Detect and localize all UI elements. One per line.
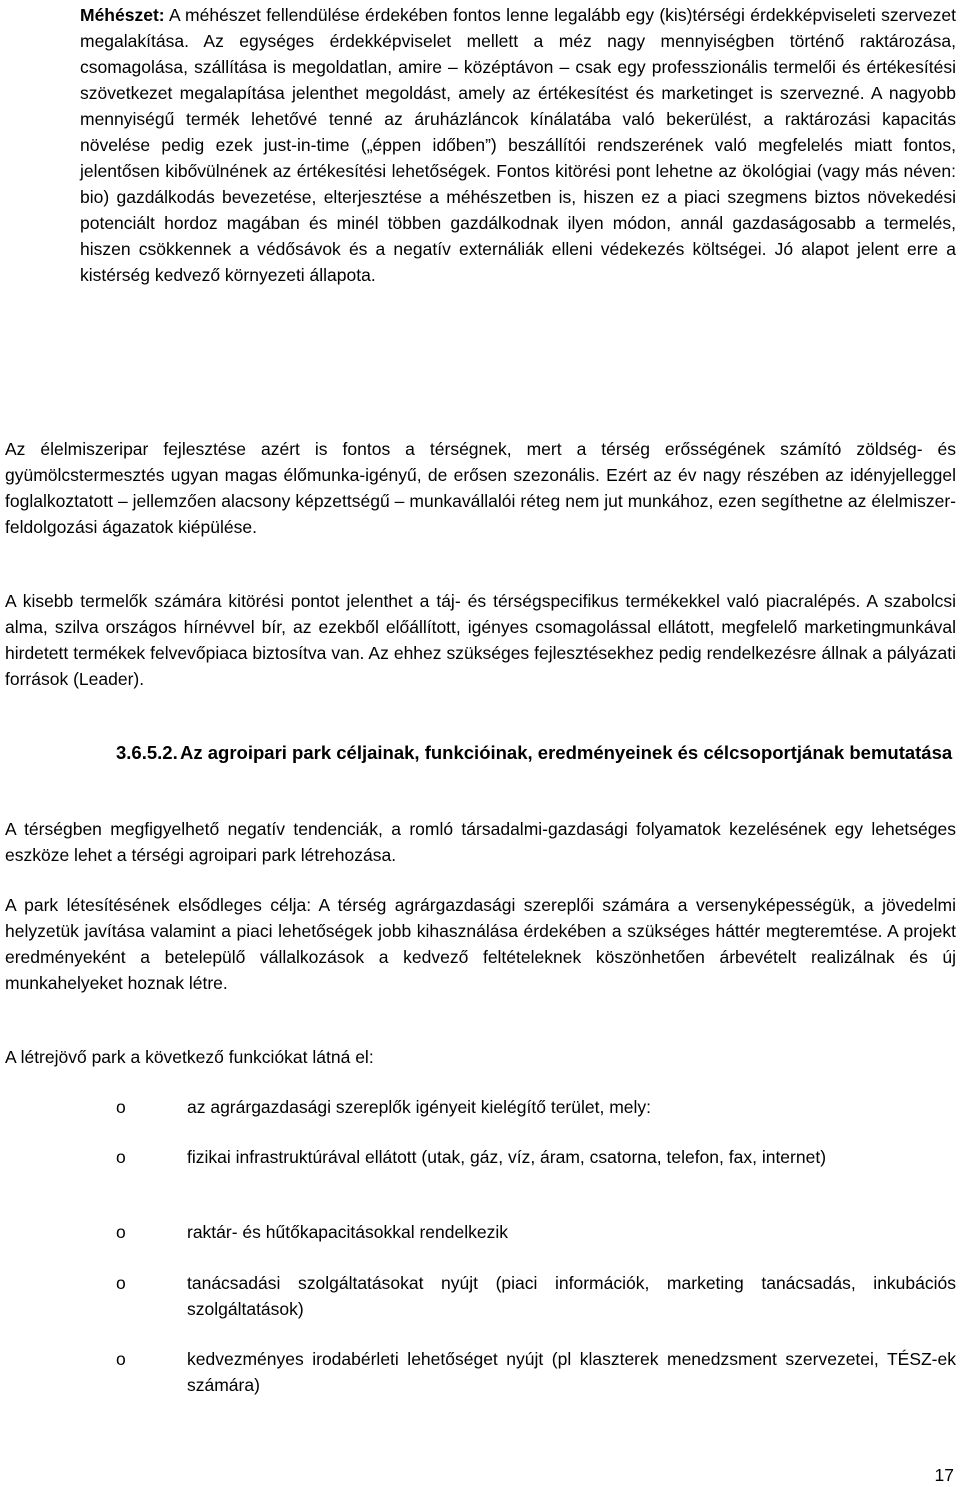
list-item-text: fizikai infrastruktúrával ellátott (utak, gáz, víz, áram, csatorna, telefon, fax, internet)	[187, 1147, 827, 1167]
bullet-marker: o	[116, 1222, 126, 1242]
bullet-marker: o	[116, 1349, 126, 1369]
paragraph-kisebb-termelok: A kisebb termelők számára kitörési pontot jelenthet a táj- és térségspecifikus termékekkel való piacralépés. A szabolcsi alma, szilva országos hírnévvel bír, az ezekből előállított, igényes csomagolással ellátott, megfelelő marketingmunkával hirdetett termékek felvevőpiaca biztosítva van. Az ehhez szükséges fejlesztésekhez pedig rendelkezésre állnak a pályázati források (Leader).	[5, 591, 956, 689]
paragraph-text-meheszet: A méhészet fellendülése érdekében fontos lenne legalább egy (kis)térségi érdekképviseleti szervezet megalakítása. Az egységes érdekképviselet mellett a méz nagy mennyiségben történő raktározása, csomagolása, szállítása is megoldatlan, amire – középtávon – csak egy professzionális termelői és értékesítési szövetkezet megalapítása jelenthet megoldást, amely az értékesítést és marketinget is szervezné. A nagyobb mennyiségű termék lehetővé tenné az áruházláncok kínálatába való bekerülést, a raktározási kapacitás növelése pedig ezek just-in-time („éppen időben”) beszállítói rendszerének való megfelelés miatt fontos, jelentősen kibővülnének az értékesítési lehetőségek. Fontos kitörési pont lehetne az ökológiai (vagy más néven: bio) gazdálkodás bevezetése, elterjesztése a méhészetben is, hiszen ez a piaci szegmens biztos növekedési potenciált hordoz magában és minél többen gazdálkodnak ilyen módon, annál gazdaságosabb a termelés, hiszen csökkennek a védősávok és a negatív externáliák elleni védekezés költségei. Jó alapot jelent erre a kistérség kedvező környezeti állapota.	[80, 5, 956, 285]
paragraph-tersegben: A térségben megfigyelhető negatív tendenciák, a romló társadalmi-gazdasági folyamatok kezelésének egy lehetséges eszköze lehet a térségi agroipari park létrehozása.	[5, 819, 956, 865]
bullet-marker: o	[116, 1273, 126, 1293]
paragraph-meheszet	[80, 2, 956, 288]
bullet-marker: o	[116, 1097, 126, 1117]
paragraph-letrejovo-park: A létrejövő park a következő funkciókat látná el:	[5, 1047, 374, 1067]
list-item-text: kedvezményes irodabérleti lehetőséget nyújt (pl klaszterek menedzsment szervezetei, TÉSZ-ek számára)	[187, 1349, 956, 1395]
bullet-marker: o	[116, 1147, 126, 1167]
list-item-text: az agrárgazdasági szereplők igényeit kielégítő terület, mely:	[187, 1097, 651, 1117]
paragraph-elelmiszeripar: Az élelmiszeripar fejlesztése azért is fontos a térségnek, mert a térség erősségének számító zöldség- és gyümölcstermesztés ugyan magas élőmunka-igényű, de erősen szezonális. Ezért az év nagy részében az idényjelleggel foglalkoztatott – jellemzően alacsony képzettségű – munkavállalói réteg nem jut munkához, ezen segíthetne az élelmiszer-feldolgozási ágazatok kiépülése.	[5, 439, 956, 537]
list-item-text: tanácsadási szolgáltatásokat nyújt (piaci információk, marketing tanácsadás, inkubációs szolgáltatások)	[187, 1273, 956, 1319]
list-item-text: raktár- és hűtőkapacitásokkal rendelkezik	[187, 1222, 508, 1242]
page-number: 17	[934, 1465, 954, 1485]
paragraph-lead-meheszet: Méhészet:	[80, 5, 165, 25]
paragraph-park-celja: A park létesítésének elsődleges célja: A térség agrárgazdasági szereplői számára a versenyképességük, a jövedelmi helyzetük javítása valamint a piaci lehetőségek jobb kihasználása érdekében a szükséges háttér megteremtése. A projekt eredményeként a betelepülő vállalkozások a kedvező feltételeknek köszönhetően árbevételt realizálnak és új munkahelyeket hoznak létre.	[5, 895, 956, 993]
section-heading	[116, 740, 956, 766]
section-number: 3.6.5.2.	[116, 742, 178, 763]
section-title: Az agroipari park céljainak, funkcióinak, eredményeinek és célcsoportjának bemutatása	[180, 742, 953, 763]
